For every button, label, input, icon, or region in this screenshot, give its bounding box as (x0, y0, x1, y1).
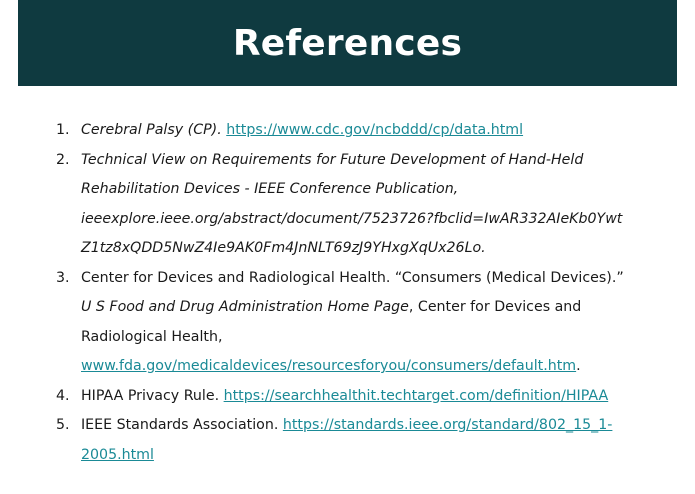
reference-text-rest: , Center for Devices and (408, 299, 582, 315)
title-banner (18, 0, 677, 86)
reference-text-line: Center for Devices and Radiological Health. “Consumers (Medical Devices).” (81, 269, 624, 286)
reference-end: . (576, 358, 581, 374)
reference-link[interactable]: https://www.cdc.gov/ncbddd/cp/data.html (226, 122, 524, 138)
reference-text-line (81, 293, 656, 323)
reference-number: 1. (56, 122, 70, 138)
reference-item-5 (56, 411, 656, 470)
reference-text-line: Rehabilitation Devices - IEEE Conference Publication, (81, 181, 459, 197)
page-title: References (232, 22, 463, 64)
reference-link[interactable]: https://standards.ieee.org/standard/802_15_1- (282, 417, 613, 433)
reference-text: Cerebral Palsy (CP). (81, 122, 222, 138)
reference-text: HIPAA Privacy Rule. (81, 387, 220, 404)
reference-link-continued[interactable]: 2005.html (81, 446, 154, 463)
reference-item-2 (56, 146, 656, 264)
reference-item-3 (56, 264, 656, 382)
reference-number: 5. (56, 417, 70, 433)
reference-link[interactable]: www.fda.gov/medicaldevices/resourcesforyou/consumers/default.htm (81, 358, 577, 374)
reference-number: 2. (56, 151, 70, 168)
reference-text-line: Z1tz8xQDD5NwZ4Ie9AK0Fm4JnNLT69zJ9YHxgXqUx26Lo. (81, 240, 486, 256)
reference-item-1 (56, 116, 656, 146)
reference-number: 4. (56, 387, 70, 404)
publisher-name: U S Food and Drug Administration Home Page (81, 299, 409, 315)
reference-text-line: Technical View on Requirements for Future Development of Hand-Held (81, 151, 584, 168)
reference-text-line: Radiological Health, (81, 328, 223, 345)
reference-number: 3. (56, 269, 70, 286)
reference-link-line (81, 441, 656, 471)
reference-list (56, 116, 656, 470)
reference-text: IEEE Standards Association. (81, 417, 279, 433)
reference-text-line: ieeexplore.ieee.org/abstract/document/7523726?fbclid=IwAR332AIeKb0Ywt (81, 210, 623, 227)
reference-link[interactable]: https://searchhealthit.techtarget.com/definition/HIPAA (223, 387, 609, 404)
reference-item-4 (56, 382, 656, 412)
reference-link-line (81, 352, 656, 382)
